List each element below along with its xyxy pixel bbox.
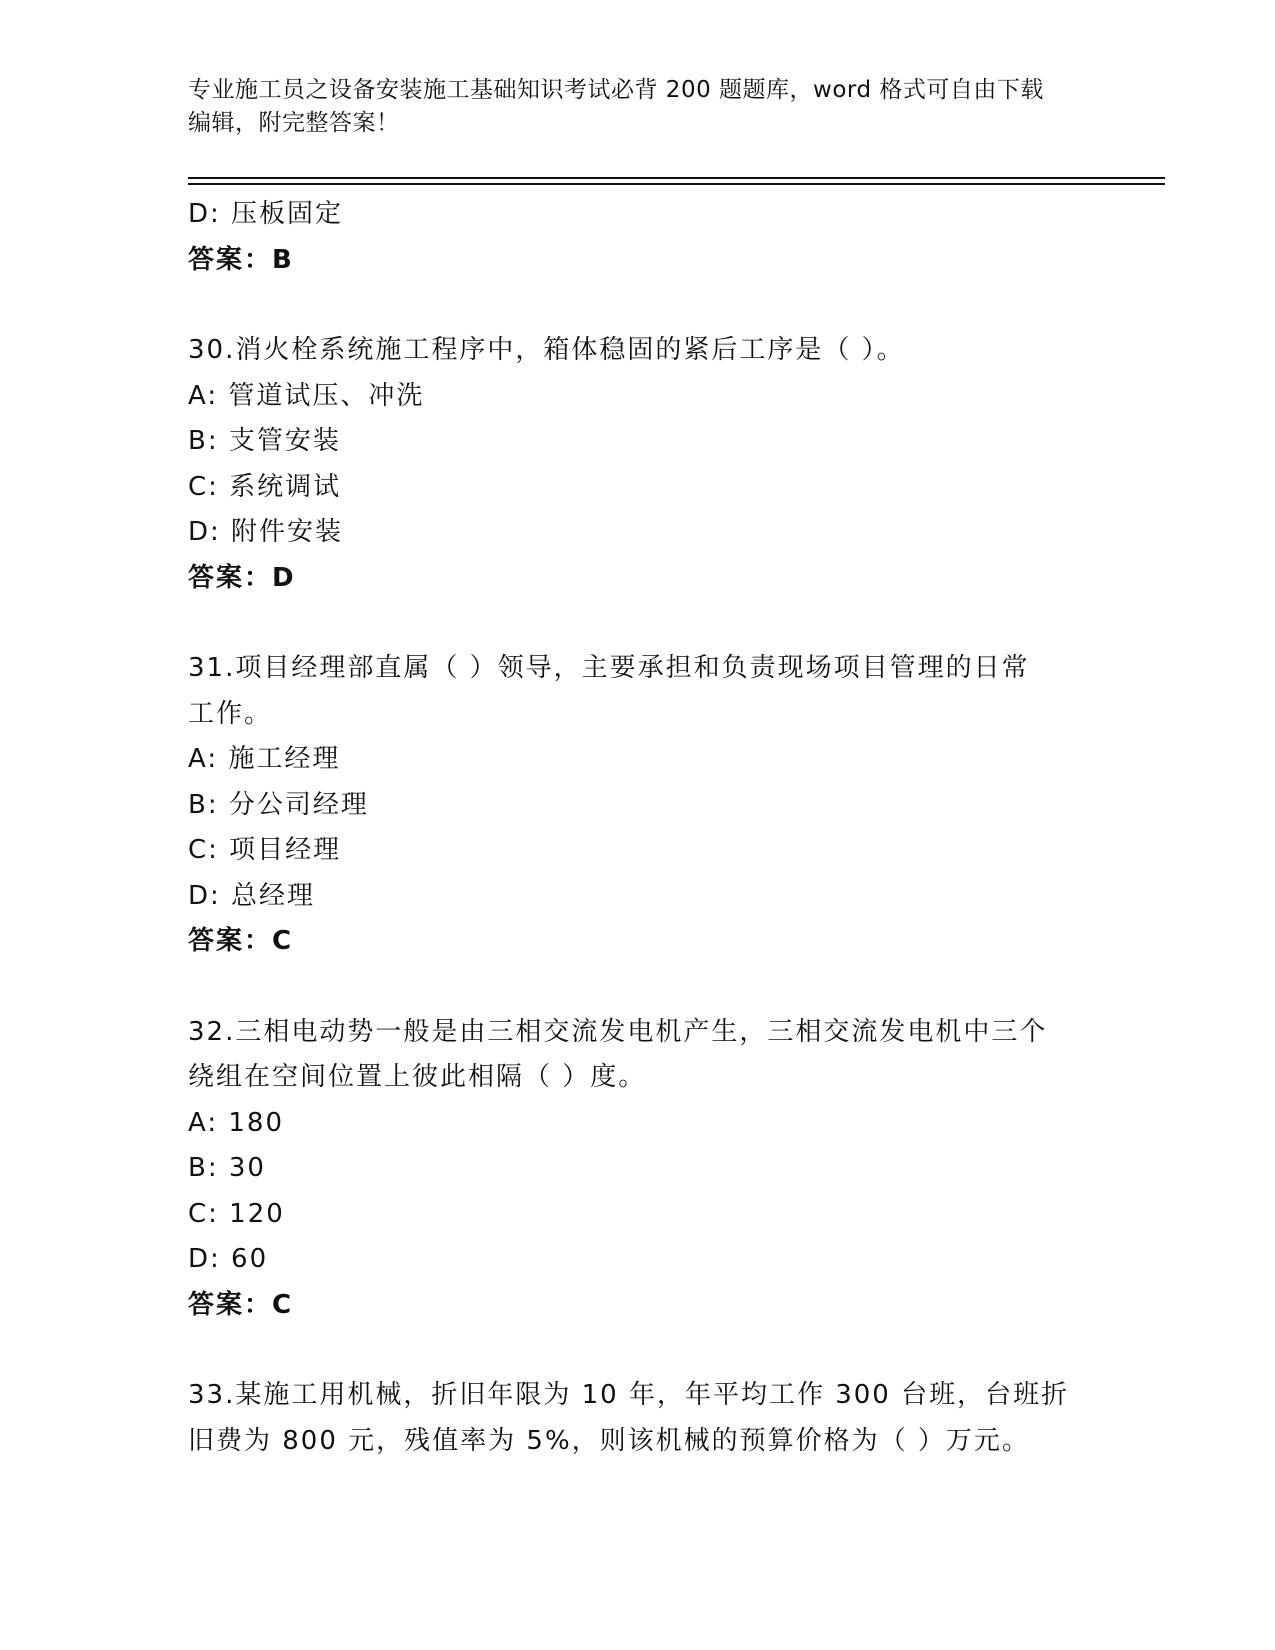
answer: 答案：C — [188, 1289, 294, 1320]
option-c: C: 120 — [188, 1198, 285, 1229]
document-header — [188, 74, 1088, 140]
option-d: D: 附件安装 — [188, 517, 344, 547]
option-d: D: 总经理 — [188, 880, 316, 911]
header-line-1: 专业施工员之设备安装施工基础知识考试必背 200 题题库，word 格式可自由下载 — [188, 77, 1044, 103]
question-content — [188, 192, 1088, 1464]
question-stem-line-2: 工作。 — [188, 698, 273, 729]
question-stem — [188, 646, 1088, 737]
question-stem-line-1: 33.某施工用机械，折旧年限为 10 年，年平均工作 300 台班，台班折 — [188, 1380, 1070, 1410]
question-stem-line-1: 31.项目经理部直属（ ）领导，主要承担和负责现场项目管理的日常 — [188, 653, 1030, 683]
question-stem — [188, 1010, 1088, 1101]
header-line-2: 编辑，附完整答案！ — [188, 110, 400, 136]
answer: 答案：C — [188, 926, 294, 956]
question-stem-line-1: 32.三相电动势一般是由三相交流发电机产生，三相交流发电机中三个 — [188, 1016, 1048, 1047]
question-31 — [188, 646, 1088, 965]
answer: 答案：D — [188, 562, 296, 593]
option-c: C: 系统调试 — [188, 471, 342, 502]
previous-answer: 答案：B — [188, 244, 294, 275]
option-b: B: 支管安装 — [188, 426, 341, 456]
question-32 — [188, 1010, 1088, 1329]
option-d: D: 60 — [188, 1244, 269, 1274]
question-30 — [188, 328, 1088, 601]
option-a: A: 管道试压、冲洗 — [188, 380, 425, 411]
option-b: B: 分公司经理 — [188, 789, 369, 820]
previous-option-d: D: 压板固定 — [188, 199, 344, 229]
header-divider-top — [188, 177, 1165, 179]
question-stem-line-1: 30.消火栓系统施工程序中，箱体稳固的紧后工序是（ ）。 — [188, 335, 905, 365]
question-33 — [188, 1373, 1088, 1464]
option-a: A: 180 — [188, 1107, 284, 1138]
header-divider-bottom — [188, 183, 1165, 185]
question-stem — [188, 328, 1088, 374]
question-stem-line-2: 旧费为 800 元，残值率为 5%，则该机械的预算价格为（ ）万元。 — [188, 1425, 1030, 1456]
option-c: C: 项目经理 — [188, 835, 342, 865]
question-stem — [188, 1373, 1088, 1464]
option-b: B: 30 — [188, 1153, 266, 1183]
question-stem-line-2: 绕组在空间位置上彼此相隔（ ）度。 — [188, 1062, 647, 1092]
option-a: A: 施工经理 — [188, 744, 341, 774]
